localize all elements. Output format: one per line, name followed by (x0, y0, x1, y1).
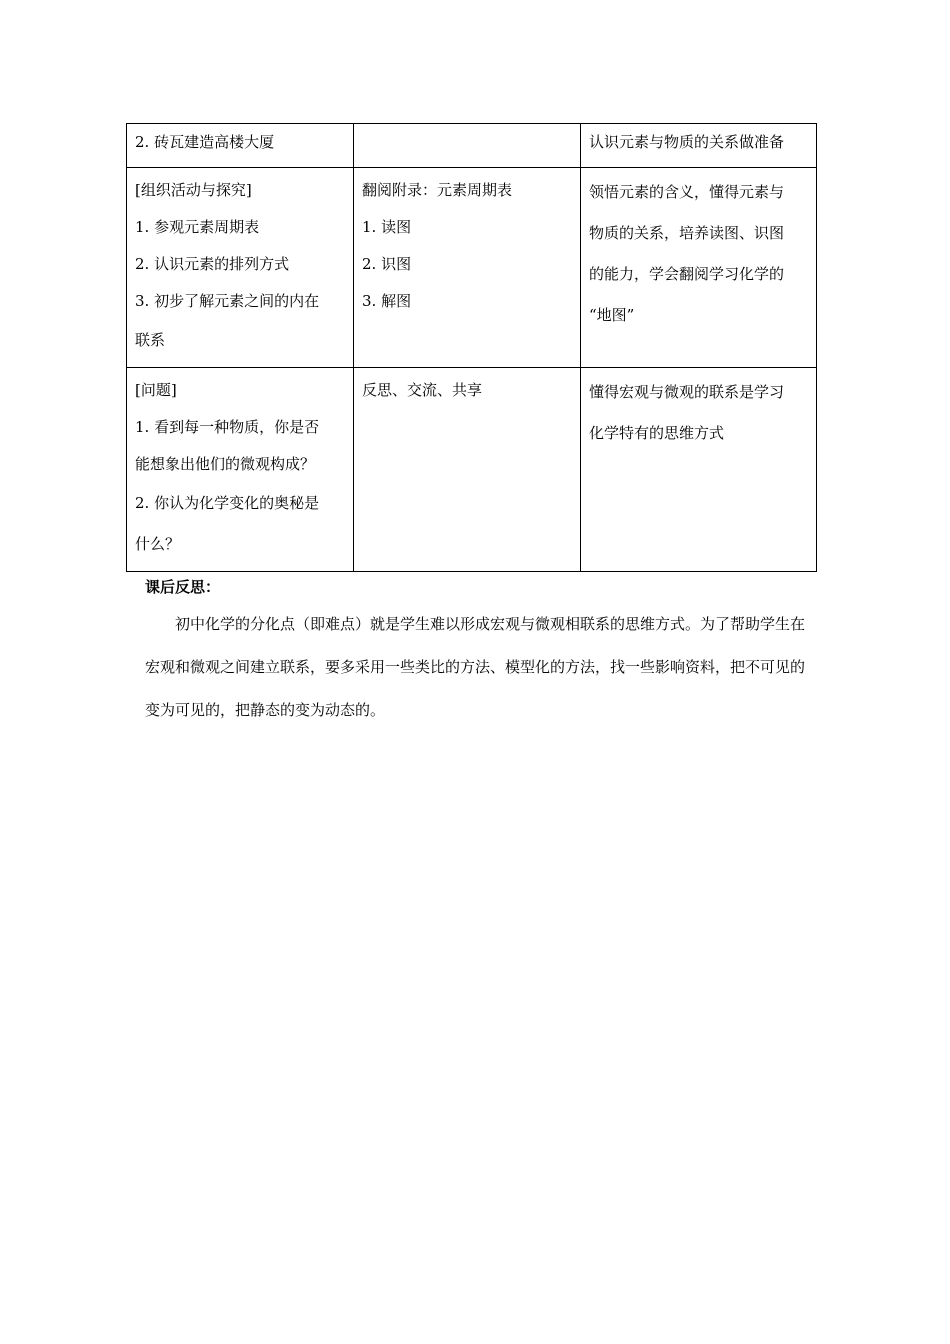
table-row (127, 368, 817, 572)
cell-line: 3. 初步了解元素之间的内在 (135, 292, 320, 310)
cell-line: 能想象出他们的微观构成？ (135, 455, 316, 473)
lesson-plan-table (126, 123, 817, 572)
reflection-paragraph: 初中化学的分化点（即难点）就是学生难以形成宏观与微观相联系的思维方式。为了帮助学生在宏观和微观之间建立联系，要多采用一些类比的方法、模型化的方法，找一些影响资料，把不可见的变为可见的，把静态的变为动态的。 (145, 615, 806, 719)
cell-line: 1. 看到每一种物质，你是否 (135, 418, 320, 436)
cell-line: 2. 识图 (362, 255, 412, 273)
cell-line: 翻阅附录：元素周期表 (362, 181, 513, 199)
table-cell (581, 124, 817, 168)
table-cell (581, 368, 817, 572)
cell-line: 1. 读图 (362, 218, 412, 236)
cell-line: 1. 参观元素周期表 (135, 218, 260, 236)
cell-line: 懂得宏观与微观的联系是学习 (589, 383, 785, 401)
cell-line: 领悟元素的含义，懂得元素与 (589, 183, 785, 201)
cell-line: 2. 认识元素的排列方式 (135, 255, 290, 273)
cell-line: 物质的关系，培养读图、识图 (589, 224, 785, 242)
table-cell (354, 368, 581, 572)
cell-line: “地图” (589, 306, 635, 324)
cell-line: 联系 (135, 331, 166, 349)
cell-line: [问题] (135, 381, 177, 399)
cell-line: 认识元素与物质的关系做准备 (589, 133, 785, 151)
table-cell (354, 168, 581, 368)
table-row (127, 168, 817, 368)
cell-line: 什么？ (135, 535, 181, 553)
cell-line: 反思、交流、共享 (362, 381, 483, 399)
section-title: 课后反思： (145, 578, 221, 596)
cell-line: 的能力，学会翻阅学习化学的 (589, 265, 785, 283)
cell-line: [组织活动与探究] (135, 181, 252, 199)
cell-line: 2. 砖瓦建造高楼大厦 (135, 133, 275, 151)
table-row (127, 124, 817, 168)
cell-line: 2. 你认为化学变化的奥秘是 (135, 494, 320, 512)
table-cell (127, 124, 354, 168)
table-cell (127, 368, 354, 572)
cell-line: 3. 解图 (362, 292, 412, 310)
cell-line: 化学特有的思维方式 (589, 424, 725, 442)
table-cell (581, 168, 817, 368)
table-cell (354, 124, 581, 168)
table-cell (127, 168, 354, 368)
